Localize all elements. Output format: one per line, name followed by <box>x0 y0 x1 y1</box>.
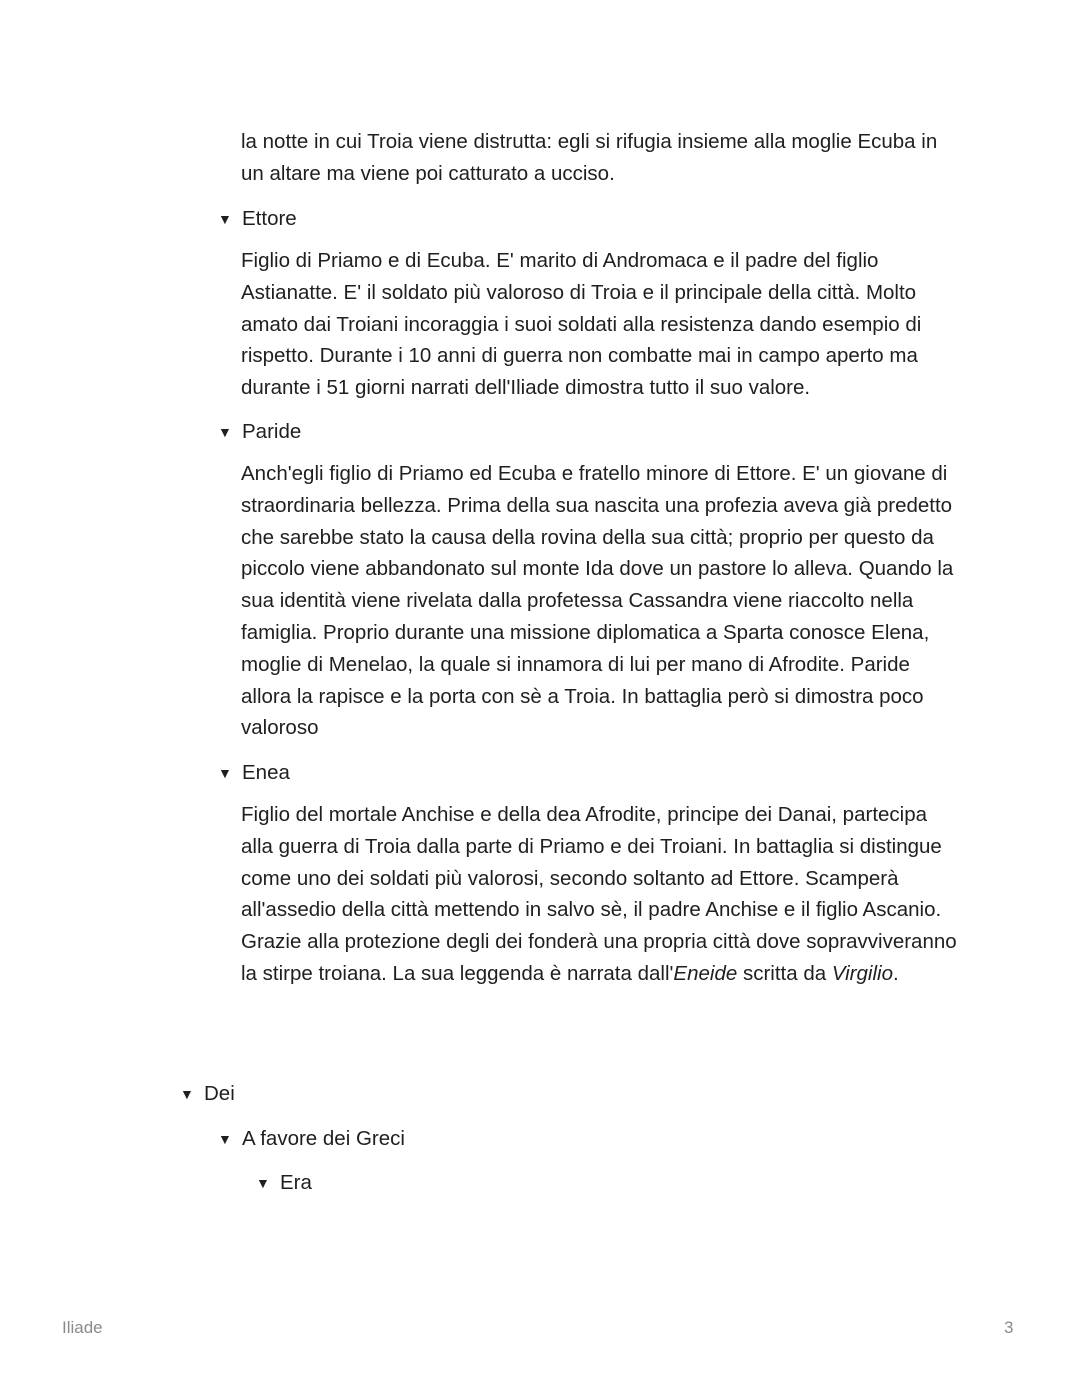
enea-author: Virgilio <box>831 961 893 985</box>
page-number: 3 <box>1004 1318 1014 1337</box>
toggle-enea[interactable] <box>218 759 290 787</box>
toggle-triangle-icon: ▼ <box>180 1086 194 1102</box>
toggle-paride[interactable] <box>218 418 301 446</box>
toggle-triangle-icon: ▼ <box>218 211 232 227</box>
intro-paragraph: la notte in cui Troia viene distrutta: egli si rifugia insieme alla moglie Ecuba in un altare ma viene poi catturato a ucciso. <box>241 130 938 185</box>
toggle-triangle-icon: ▼ <box>218 424 232 440</box>
toggle-era[interactable] <box>256 1169 312 1197</box>
toggle-ettore-label: Ettore <box>242 207 297 230</box>
toggle-ettore[interactable] <box>218 205 297 233</box>
enea-paragraph <box>241 799 961 990</box>
enea-text-end: . <box>892 961 899 985</box>
toggle-dei[interactable] <box>180 1080 235 1108</box>
toggle-triangle-icon: ▼ <box>218 1131 232 1147</box>
toggle-era-label: Era <box>280 1171 312 1194</box>
paride-paragraph: Anch'egli figlio di Priamo ed Ecuba e fratello minore di Ettore. E' un giovane di straordinaria bellezza. Prima della sua nascita una profezia aveva già predetto che sarebbe stato la causa della rovina della sua città; proprio per questo da piccolo viene abbandonato sul monte Ida dove un pastore lo alleva. Quando la sua identità viene rivelata dalla profetessa Cassandra viene riaccolto nella famiglia. Proprio durante una missione diplomatica a Sparta conosce Elena, moglie di Menelao, la quale si innamora di lui per mano di Afrodite. Paride allora la rapisce e la porta con sè a Troia. In battaglia però si dimostra poco valoroso <box>241 462 954 740</box>
toggle-triangle-icon: ▼ <box>256 1175 270 1191</box>
toggle-a-favore-dei-greci[interactable] <box>218 1125 405 1153</box>
footer-document-title: Iliade <box>62 1318 103 1337</box>
toggle-greci-label: A favore dei Greci <box>242 1127 405 1150</box>
toggle-enea-label: Enea <box>242 761 290 784</box>
toggle-paride-label: Paride <box>242 420 302 443</box>
toggle-dei-label: Dei <box>204 1082 235 1105</box>
enea-text: Figlio del mortale Anchise e della dea Afrodite, principe dei Danai, partecipa alla guerra di Troia dalla parte di Priamo e dei Troiani. In battaglia si distingue come uno dei soldati più valorosi, secondo soltanto ad Ettore. Scamperà all'assedio della città mettendo in salvo sè, il padre Anchise e il figlio Ascanio. Grazie alla protezione degli dei fonderà una propria città dove sopravviveranno la stirpe troiana. La sua leggenda è narrata dall' <box>241 803 957 985</box>
ettore-paragraph: Figlio di Priamo e di Ecuba. E' marito di Andromaca e il padre del figlio Astianatte. E' il soldato più valoroso di Troia e il principale della città. Molto amato dai Troiani incoraggia i suoi soldati alla resistenza dando esempio di rispetto. Durante i 10 anni di guerra non combatte mai in campo aperto ma durante i 51 giorni narrati dell'Iliade dimostra tutto il suo valore. <box>241 249 922 400</box>
enea-text-mid: scritta da <box>737 961 832 985</box>
enea-work-title: Eneide <box>673 961 738 985</box>
toggle-triangle-icon: ▼ <box>218 765 232 781</box>
